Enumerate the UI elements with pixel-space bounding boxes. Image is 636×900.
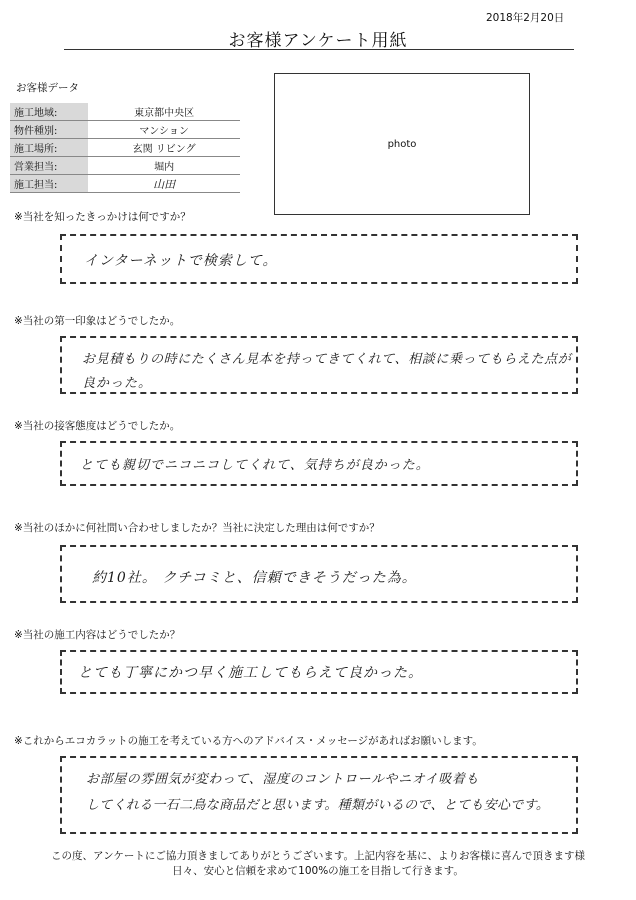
location-key: 施工場所: [10, 139, 88, 157]
location-value: 玄関 リビング [88, 139, 240, 157]
answer-4-line-1: 約10社。 クチコミと、信頼できそうだった為。 [92, 570, 417, 586]
sales-rep-key: 営業担当: [10, 157, 88, 175]
installer-key: 施工担当: [10, 175, 88, 193]
answer-2-line-1: お見積もりの時にたくさん見本を持ってきてくれて、相談に乗ってもらえた点が [82, 352, 572, 367]
row-sales-rep [10, 157, 240, 175]
question-6: ※これからエコカラットの施工を考えている方へのアドバイス・メッセージがあればお願いします。 [14, 735, 483, 747]
row-property-type [10, 121, 240, 139]
footer-line-1: この度、アンケートにご協力頂きましてありがとうございます。上記内容を基に、よりお客様に喜んで頂きます様 [50, 850, 586, 862]
answer-5-line-1: とても丁寧にかつ早く施工してもらえて良かった。 [78, 665, 423, 681]
survey-date: 2018年2月20日 [486, 12, 565, 24]
area-value: 東京都中央区 [88, 103, 240, 121]
customer-data-table [10, 103, 240, 193]
row-area [10, 103, 240, 121]
answer-3-line-1: とても親切でニコニコしてくれて、気持ちが良かった。 [80, 458, 430, 473]
sales-rep-value: 堀内 [88, 157, 240, 175]
answer-box-4 [60, 545, 578, 603]
answer-6-line-2: してくれる一石二鳥な商品だと思います。種類がいるので、とても安心です。 [86, 798, 550, 813]
answer-box-5 [60, 650, 578, 694]
page-title: お客様アンケート用紙 [228, 31, 408, 51]
question-4: ※当社のほかに何社問い合わせしましたか？当社に決定した理由は何ですか？ [14, 522, 380, 534]
property-type-key: 物件種別: [10, 121, 88, 139]
question-2: ※当社の第一印象はどうでしたか。 [14, 315, 181, 327]
customer-data-heading: お客様データ [16, 82, 79, 94]
question-3: ※当社の接客態度はどうでしたか。 [14, 420, 181, 432]
question-1: ※当社を知ったきっかけは何ですか？ [14, 211, 191, 223]
footer-line-2: 日々、安心と信頼を求めて100%の施工を目指して行きます。 [172, 865, 464, 877]
answer-1-line-1: インターネットで検索して。 [84, 253, 278, 269]
answer-2-line-2: 良かった。 [82, 376, 153, 391]
photo-placeholder [274, 73, 530, 215]
row-installer [10, 175, 240, 193]
answer-6-line-1: お部屋の雰囲気が変わって、湿度のコントロールやニオイ吸着も [86, 772, 480, 787]
answer-box-3 [60, 441, 578, 486]
photo-label: photo [387, 138, 417, 150]
row-location [10, 139, 240, 157]
installer-value: 山田 [88, 175, 240, 193]
area-key: 施工地域: [10, 103, 88, 121]
title-underline [64, 49, 574, 50]
answer-box-1 [60, 234, 578, 284]
answer-box-2 [60, 336, 578, 394]
question-5: ※当社の施工内容はどうでしたか？ [14, 629, 181, 641]
property-type-value: マンション [88, 121, 240, 139]
answer-box-6 [60, 756, 578, 834]
